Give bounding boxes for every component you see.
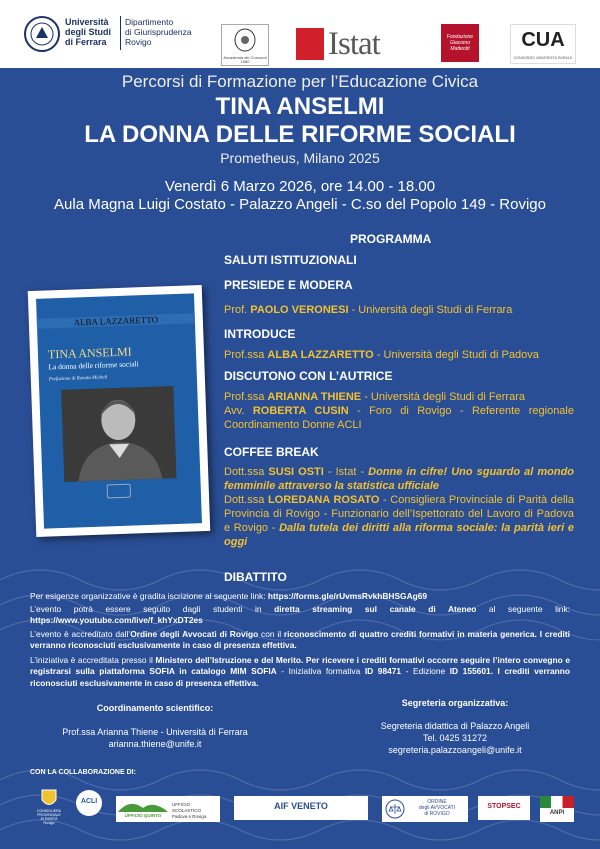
discutono-heading: DISCUTONO CON L’AUTRICE (224, 369, 393, 383)
introduce-heading: INTRODUCE (224, 327, 296, 341)
coord-name: Prof.ssa Arianna Thiene - Università di Ferrara (62, 727, 248, 737)
series-title: Percorsi di Formazione per l’Educazione Civica (121, 72, 479, 91)
lawyers-credit-info: L’evento è accreditato dall’Ordine degli Avvocati di Rovigo con il riconoscimento di quattro crediti formativi in materia generica. I crediti verranno riconosciuti esclusivamente in caso di presenza effettiva. (30, 629, 570, 651)
logo-divider (120, 16, 121, 50)
anpi-logo: ANPI (540, 796, 574, 822)
publisher-mark-icon (107, 484, 131, 499)
matteotti-logo: Fondazione Giacomo Matteotti (441, 24, 479, 62)
hills-icon (118, 798, 168, 812)
shield-icon (30, 788, 68, 810)
ufficio-scolastico-logo: UFFICIO QUINTO UFFICIO SCOLASTICO Padova e Rovigo (116, 796, 220, 822)
discussant-2: Avv. ROBERTA CUSIN - Foro di Rovigo - Referente regionale Coordinamento Donne ACLI (224, 405, 574, 431)
speaker-osti: Dott.ssa SUSI OSTI - Istat - Donne in cifre! Uno sguardo al mondo femminile attraverso la statistica ufficiale (224, 466, 575, 492)
presiede-speaker: Prof. PAOLO VERONESI - Università degli Studi di Ferrara (224, 304, 513, 316)
scales-icon (385, 799, 405, 819)
cua-logo: CUA CONSORZIO UNIVERSITÀ RURALE (510, 24, 576, 64)
program-heading: PROGRAMMA (350, 232, 432, 246)
istat-logo: Istat (296, 24, 410, 64)
book-author: ALBA LAZZARETTO (37, 313, 195, 329)
crest-icon (222, 25, 268, 55)
istat-mark-icon (296, 28, 324, 60)
acli-logo: ACLI (76, 790, 102, 816)
event-subtitle: LA DONNA DELLE RIFORME SOCIALI (84, 121, 516, 148)
unife-seal-icon (24, 16, 60, 52)
speaker-rosato: Dott.ssa LOREDANA ROSATO - Consigliera Provinciale di Parità della Provincia di Rovigo - Funzionario dell’Ispettorato del Lavoro di Padova e Rovigo - Dalla tutela dei diritti alla riforma sociale: la parità ieri e oggi (224, 494, 575, 548)
streaming-info: L’evento potrà essere seguito dagli studenti in diretta streaming sul canale di Ateneo al seguente link: https://www.youtube.com/live/f_khYxDT2es (30, 604, 570, 626)
aif-veneto-logo: AIF VENETO (234, 796, 368, 820)
book-cover (28, 285, 210, 537)
secretariat-phone: Tel. 0425 31272 (422, 733, 488, 743)
coord-email[interactable]: arianna.thiene@unife.it (108, 739, 202, 749)
coffee-heading: COFFEE BREAK (224, 445, 319, 459)
event-venue: Aula Magna Luigi Costato - Palazzo Angeli - C.so del Popolo 149 - Rovigo (54, 196, 546, 213)
coord-heading: Coordinamento scientifico: (96, 703, 214, 713)
registration-info: Per esigenze organizzative è gradita iscrizione al seguente link: https://forms.gle/rUvmsRvkhBHSGAg69 (30, 591, 428, 601)
publisher: Prometheus, Milano 2025 (220, 150, 380, 166)
secretariat-heading: Segreteria organizzativa: (401, 698, 509, 708)
department-name: Dipartimento di Giurisprudenza Rovigo (125, 17, 192, 47)
introduce-speaker: Prof.ssa ALBA LAZZARETTO - Università degli Studi di Padova (224, 349, 539, 361)
dibattito-heading: DIBATTITO (224, 570, 287, 584)
registration-link[interactable]: https://forms.gle/rUvmsRvkhBHSGAg69 (267, 591, 428, 601)
book-preface: Prefazione di Renata Micheli (48, 375, 108, 383)
event-date: Venerdì 6 Marzo 2026, ore 14.00 - 18.00 (164, 178, 436, 195)
stopsec-logo: STOPSEC (478, 796, 530, 820)
unife-logo (24, 14, 194, 54)
event-title: TINA ANSELMI (215, 93, 385, 120)
avvocati-logo: ORDINE degli AVVOCATI di ROVIGO (382, 796, 468, 822)
presiede-heading: PRESIEDE E MODERA (224, 278, 353, 292)
saluti-heading: SALUTI ISTITUZIONALI (224, 253, 357, 267)
partners-heading: CON LA COLLABORAZIONE DI: (30, 769, 136, 776)
consigliera-logo: CONSIGLIERA PROVINCIALE DI PARITÀ Rovigo (30, 788, 68, 822)
author-portrait-image (61, 386, 176, 482)
book-subtitle: La donna delle riforme sociali (48, 359, 139, 372)
discussant-1: Prof.ssa ARIANNA THIENE - Università degli Studi di Ferrara (224, 391, 525, 403)
secretariat-name: Segreteria didattica di Palazzo Angeli (380, 721, 530, 731)
streaming-link[interactable]: https://www.youtube.com/live/f_khYxDT2es (30, 615, 203, 626)
book-title: TINA ANSELMI (47, 344, 132, 362)
logo-header (0, 0, 600, 68)
ministry-credit-info: L’iniziativa è accreditata presso il Ministero dell’Istruzione e del Merito. Per ricevere i crediti formativi occorre seguire l’intero convegno e registrarsi sulla piattaforma SOFIA in catalogo MIM SOFIA - Iniziativa formativa ID 98471 - Edizione ID 155601. I crediti verranno riconosciuti esclusivamente in caso di presenza effettiva. (30, 655, 570, 688)
university-name: Università degli Studi di Ferrara (65, 17, 111, 47)
secretariat-email[interactable]: segreteria.palazzoangeli@unife.it (388, 745, 522, 755)
concordi-logo: Accademia dei Concordi 1580 (221, 24, 269, 66)
